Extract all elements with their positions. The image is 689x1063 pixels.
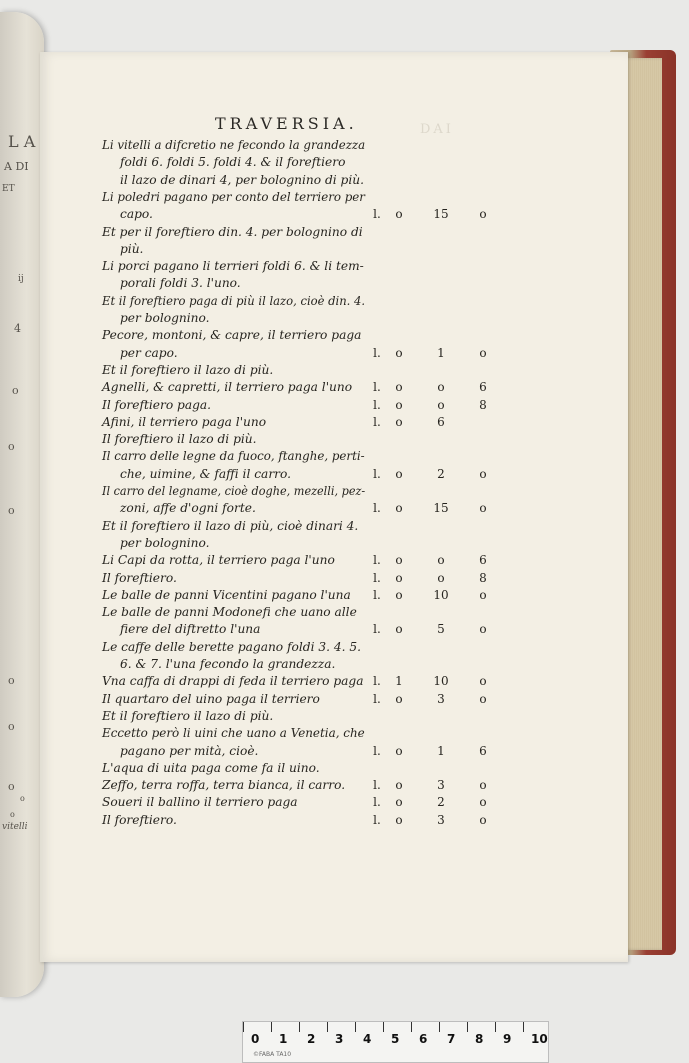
ruler-number: 2: [307, 1032, 316, 1046]
scale-ruler: [242, 1021, 549, 1063]
extra-value: o: [479, 691, 487, 706]
ruler-number: 0: [251, 1032, 260, 1046]
table-row: [40, 448, 628, 464]
soldi-value: o: [395, 778, 403, 793]
denari-value: 1: [437, 345, 445, 360]
ruler-number: 8: [475, 1032, 484, 1046]
ruler-number: 4: [363, 1032, 372, 1046]
soldi-value: o: [395, 587, 403, 602]
table-row: [40, 137, 628, 153]
soldi-value: o: [395, 380, 403, 395]
table-row: [40, 535, 628, 551]
left-page-edge: [0, 12, 44, 997]
table-row: [40, 483, 628, 499]
entry-text: 6. & 7. l'una fecondo la grandezza.: [120, 657, 336, 671]
entry-text: zoni, affe d'ogni forte.: [120, 501, 256, 516]
table-row: [40, 518, 628, 534]
entry-text: per capo.: [120, 345, 178, 360]
soldi-value: o: [395, 397, 403, 412]
table-row: [40, 189, 628, 205]
soldi-value: o: [395, 466, 403, 481]
lire-value: l.: [373, 743, 381, 758]
entry-text: Le balle de panni Vicentini pagano l'una: [102, 587, 351, 602]
entry-text: Il quartaro del uino paga il terriero: [102, 691, 320, 706]
entry-text: Et il foreftiero il lazo di più.: [102, 362, 274, 377]
table-row: [40, 362, 628, 378]
table-row: [40, 673, 628, 689]
entry-text: Il foreftiero il lazo di più.: [102, 432, 257, 447]
entry-text: fiere del diftretto l'una: [120, 622, 261, 637]
soldi-value: o: [395, 501, 403, 516]
denari-value: 15: [433, 207, 449, 222]
denari-value: 10: [433, 674, 449, 689]
lire-value: l.: [373, 380, 381, 395]
entry-text: Zeffo, terra roffa, terra bianca, il carro.: [102, 778, 346, 793]
table-row: [40, 794, 628, 810]
table-row: [40, 552, 628, 568]
soldi-value: o: [395, 345, 403, 360]
entry-text: Vna caffa di drappi di feda il terriero paga: [102, 674, 364, 689]
left-bleed-text: ij: [18, 274, 24, 284]
entry-text: Eccetto però li uini che uano a Venetia, che: [102, 726, 365, 741]
denari-value: 2: [437, 466, 445, 481]
ruler-number: 9: [503, 1032, 512, 1046]
lire-value: l.: [373, 691, 381, 706]
extra-value: o: [479, 466, 487, 481]
denari-value: 5: [437, 622, 445, 637]
extra-value: 6: [479, 743, 487, 758]
table-row: [40, 414, 628, 430]
entry-text: foldi 6. foldi 5. foldi 4. & il foreftiero: [120, 155, 346, 170]
entry-text: Li vitelli a difcretio ne fecondo la grandezza: [102, 138, 366, 152]
entry-text: Il carro delle legne da fuoco, ftanghe, perti-: [102, 449, 365, 464]
soldi-value: o: [395, 795, 403, 810]
table-row: [40, 397, 628, 413]
denari-value: o: [437, 380, 445, 395]
lire-value: l.: [373, 795, 381, 810]
ruler-number: 6: [419, 1032, 428, 1046]
soldi-value: o: [395, 743, 403, 758]
entry-text: Li poledri pagano per conto del terriero per: [102, 189, 365, 204]
left-bleed-text: o: [20, 794, 25, 803]
left-bleed-text: o: [8, 780, 15, 793]
entry-text: Et il foreftiero il lazo di più, cioè dinari 4.: [102, 518, 359, 533]
denari-value: 15: [433, 501, 449, 516]
entry-text: Il foreftiero.: [102, 570, 177, 585]
extra-value: o: [479, 207, 487, 222]
denari-value: 10: [433, 587, 449, 602]
lire-value: l.: [373, 501, 381, 516]
table-row: [40, 379, 628, 395]
left-bleed-text: L A: [8, 132, 36, 151]
entry-text: il lazo de dinari 4, per bolognino di più.: [120, 172, 364, 187]
table-row: [40, 345, 628, 361]
lire-value: l.: [373, 207, 381, 222]
table-row: [40, 621, 628, 637]
table-row: [40, 293, 628, 309]
table-row: [40, 743, 628, 759]
table-row: [40, 172, 628, 188]
show-through-text: DAI: [420, 122, 454, 137]
extra-value: 8: [479, 570, 487, 585]
entry-text: Il foreftiero.: [102, 812, 177, 827]
ruler-numbers: [251, 1032, 559, 1046]
soldi-value: o: [395, 553, 403, 568]
entry-text: Et il foreftiero il lazo di più.: [102, 708, 274, 723]
ruler-number: 1: [279, 1032, 288, 1046]
entry-text: porali foldi 3. l'uno.: [120, 276, 241, 291]
denari-value: o: [437, 397, 445, 412]
denari-value: 1: [437, 743, 445, 758]
entry-text: per bolognino.: [120, 311, 210, 325]
entry-text: Et per il foreftiero din. 4. per bolognino di: [102, 224, 363, 239]
left-bleed-text: A DI: [4, 160, 29, 173]
entry-text: capo.: [120, 207, 153, 222]
table-row: [40, 258, 628, 274]
entry-text: pagano per mità, cioè.: [120, 743, 259, 758]
extra-value: o: [479, 795, 487, 810]
soldi-value: o: [395, 207, 403, 222]
soldi-value: 1: [395, 674, 403, 689]
left-bleed-text: o: [8, 504, 15, 517]
left-bleed-text: o: [10, 810, 15, 819]
extra-value: o: [479, 812, 487, 827]
entry-text: Li porci pagano li terrieri foldi 6. & li tem-: [102, 259, 364, 274]
table-row: [40, 431, 628, 447]
extra-value: o: [479, 345, 487, 360]
soldi-value: o: [395, 691, 403, 706]
lire-value: l.: [373, 587, 381, 602]
left-bleed-text: vitelli: [2, 822, 28, 832]
page-title: TRAVERSIA.: [215, 114, 358, 133]
left-bleed-text: o: [12, 384, 19, 397]
denari-value: 3: [437, 691, 445, 706]
lire-value: l.: [373, 553, 381, 568]
lire-value: l.: [373, 466, 381, 481]
table-row: [40, 500, 628, 516]
extra-value: o: [479, 587, 487, 602]
entry-text: più.: [120, 241, 144, 256]
entry-text: per bolognino.: [120, 535, 210, 550]
lire-value: l.: [373, 622, 381, 637]
ruler-number: 3: [335, 1032, 344, 1046]
ruler-number: 7: [447, 1032, 456, 1046]
entry-text: Soueri il ballino il terriero paga: [102, 795, 298, 810]
page-fore-edge: [622, 58, 662, 950]
left-bleed-text: o: [8, 674, 15, 687]
entry-text: Agnelli, & capretti, il terriero paga l'uno: [102, 380, 353, 395]
entry-text: Li Capi da rotta, il terriero paga l'uno: [102, 553, 335, 568]
ruler-number: 10: [531, 1032, 548, 1046]
extra-value: o: [479, 674, 487, 689]
table-row: [40, 587, 628, 603]
denari-value: 6: [437, 414, 445, 429]
extra-value: 8: [479, 397, 487, 412]
lire-value: l.: [373, 414, 381, 429]
ruler-ticks: [243, 1022, 548, 1032]
entry-text: che, uimine, & faffi il carro.: [120, 466, 291, 481]
left-bleed-text: 4: [14, 322, 21, 335]
soldi-value: o: [395, 622, 403, 637]
lire-value: l.: [373, 778, 381, 793]
table-row: [40, 691, 628, 707]
left-bleed-text: ET: [2, 184, 15, 194]
table-row: [40, 639, 628, 655]
lire-value: l.: [373, 674, 381, 689]
table-row: [40, 154, 628, 170]
denari-value: 3: [437, 812, 445, 827]
entry-text: Le balle de panni Modonefi che uano alle: [102, 605, 357, 620]
entry-text: Il carro del legname, cioè doghe, mezelli, pez-: [102, 484, 366, 498]
ruler-footer: ©FABA TA10: [253, 1051, 292, 1058]
lire-value: l.: [373, 397, 381, 412]
table-row: [40, 224, 628, 240]
entry-text: Il foreftiero paga.: [102, 397, 212, 412]
table-row: [40, 206, 628, 222]
table-row: [40, 725, 628, 741]
extra-value: 6: [479, 553, 487, 568]
extra-value: 6: [479, 380, 487, 395]
entry-text: Et il foreftiero paga di più il lazo, cioè din. 4.: [102, 293, 366, 308]
lire-value: l.: [373, 812, 381, 827]
table-row: [40, 570, 628, 586]
entry-text: Le caffe delle berette pagano foldi 3. 4. 5.: [102, 639, 361, 654]
table-row: [40, 760, 628, 776]
ruler-number: 5: [391, 1032, 400, 1046]
table-row: [40, 310, 628, 326]
left-bleed-text: o: [8, 720, 15, 733]
table-row: [40, 604, 628, 620]
soldi-value: o: [395, 570, 403, 585]
extra-value: o: [479, 501, 487, 516]
table-row: [40, 812, 628, 828]
table-row: [40, 777, 628, 793]
entry-text: L'aqua di uita paga come fa il uino.: [102, 760, 320, 775]
table-row: [40, 241, 628, 257]
denari-value: 3: [437, 778, 445, 793]
lire-value: l.: [373, 345, 381, 360]
lire-value: l.: [373, 570, 381, 585]
extra-value: o: [479, 778, 487, 793]
denari-value: 2: [437, 795, 445, 810]
left-bleed-text: o: [8, 440, 15, 453]
book-page: [40, 52, 628, 962]
table-row: [40, 327, 628, 343]
entry-text: Afini, il terriero paga l'uno: [102, 414, 267, 429]
extra-value: o: [479, 622, 487, 637]
denari-value: o: [437, 570, 445, 585]
denari-value: o: [437, 553, 445, 568]
table-row: [40, 275, 628, 291]
entry-text: Pecore, montoni, & capre, il terriero paga: [102, 328, 362, 343]
table-row: [40, 708, 628, 724]
table-row: [40, 656, 628, 672]
table-row: [40, 466, 628, 482]
soldi-value: o: [395, 812, 403, 827]
soldi-value: o: [395, 414, 403, 429]
